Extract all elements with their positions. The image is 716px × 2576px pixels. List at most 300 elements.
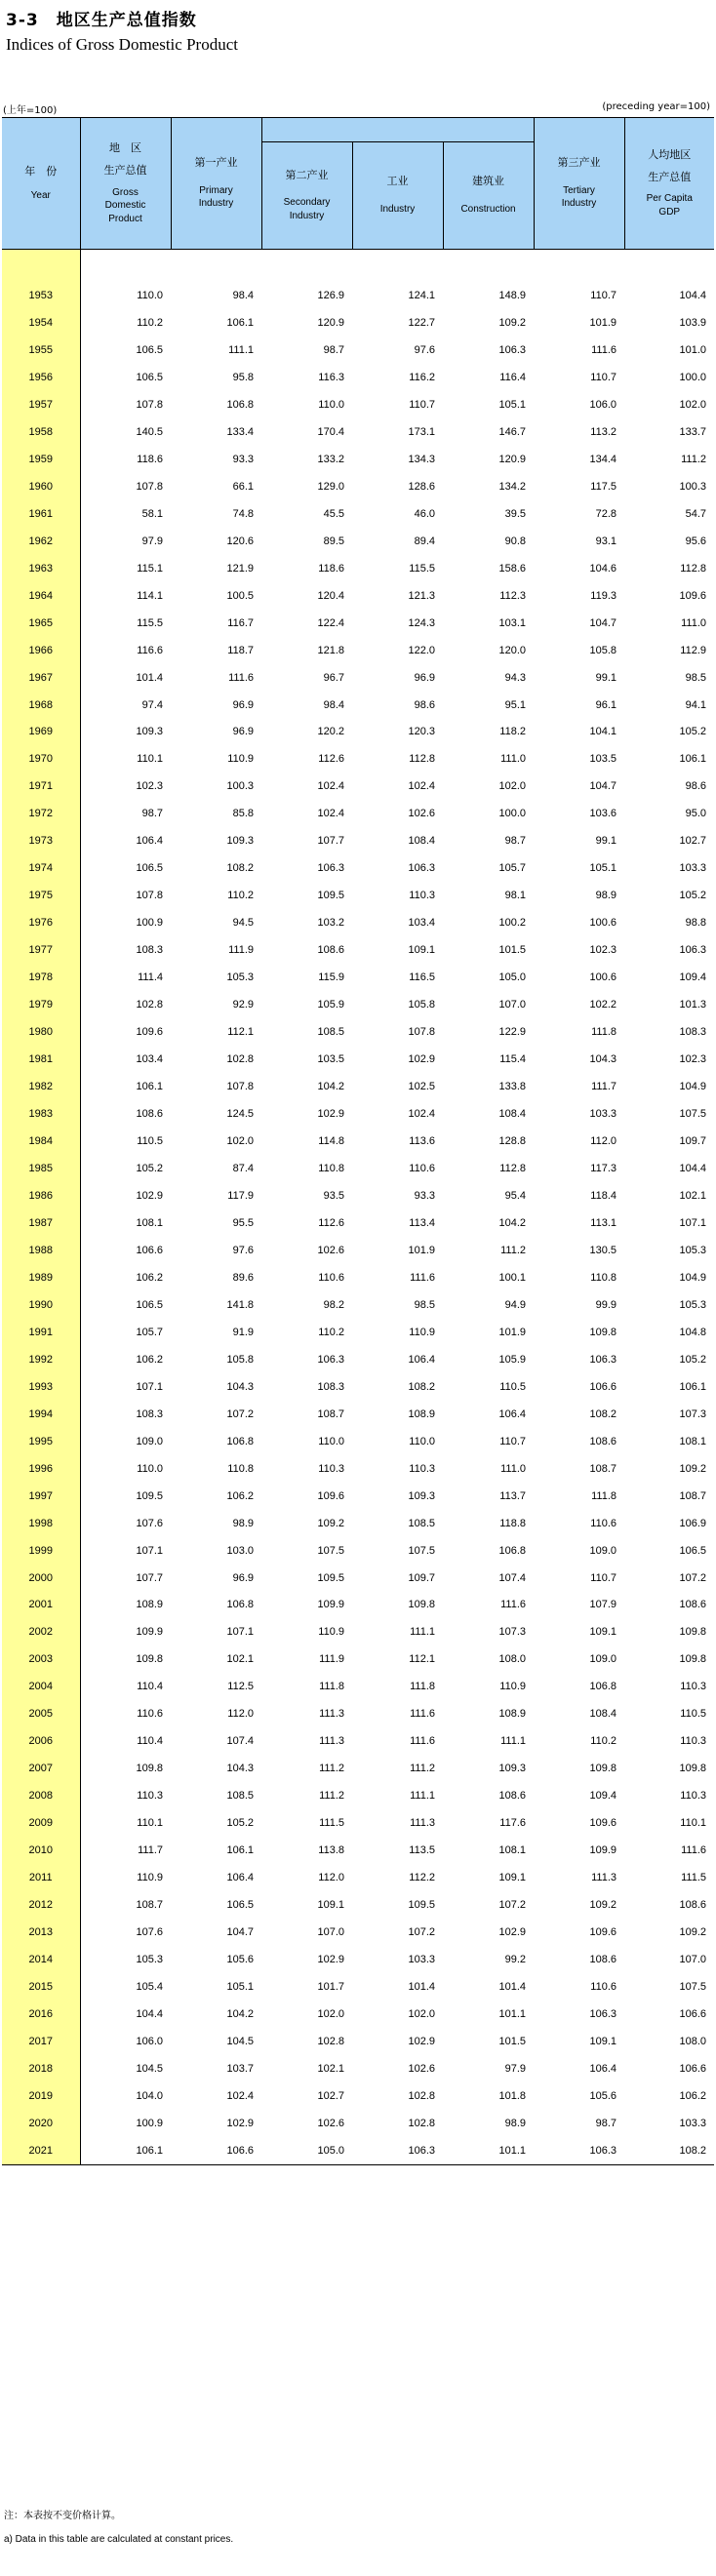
percap-cell: 102.7 [679, 835, 707, 848]
tertiary-cell: 100.6 [589, 971, 617, 984]
table-row [2, 610, 714, 637]
secondary-cell: 98.2 [323, 1298, 344, 1311]
year-cell: 2010 [2, 1837, 80, 1864]
percap-cell: 110.3 [680, 1735, 707, 1748]
construction-cell: 115.4 [499, 1053, 527, 1066]
year-cell: 1986 [2, 1182, 80, 1209]
percap-cell: 105.3 [679, 1298, 707, 1311]
year-cell: 2016 [2, 2001, 80, 2028]
industry-cell: 109.8 [408, 1599, 435, 1611]
industry-cell: 110.7 [409, 398, 435, 411]
secondary-cell: 110.0 [318, 398, 344, 411]
table-row [2, 909, 714, 936]
table-row [2, 418, 714, 446]
tertiary-cell: 117.5 [590, 480, 617, 493]
secondary-cell: 103.5 [317, 1053, 344, 1066]
year-cell: 1987 [2, 1209, 80, 1237]
secondary-cell: 93.5 [323, 1189, 344, 1202]
header-tertiary-cn: 第三产业 [557, 156, 601, 170]
percap-cell: 108.0 [679, 2035, 707, 2047]
table-row [2, 773, 714, 800]
secondary-cell: 108.7 [317, 1407, 344, 1420]
percap-cell: 111.5 [681, 1872, 707, 1884]
construction-cell: 109.1 [498, 1872, 527, 1884]
year-cell: 1958 [2, 418, 80, 446]
header-secondary-group [261, 118, 534, 142]
secondary-cell: 116.3 [318, 371, 344, 383]
secondary-cell: 104.2 [317, 1081, 344, 1093]
secondary-cell: 111.2 [319, 1790, 344, 1803]
table-row [2, 882, 714, 909]
tertiary-cell: 101.9 [589, 316, 617, 329]
year-cell: 1982 [2, 1073, 80, 1100]
primary-cell: 106.6 [171, 2137, 261, 2164]
percap-cell: 105.2 [679, 726, 707, 738]
construction-cell: 111.0 [500, 753, 527, 766]
construction-cell: 105.9 [498, 1353, 527, 1366]
secondary-cell: 121.8 [317, 644, 344, 656]
table-row [2, 827, 714, 854]
gdp-cell: 107.8 [136, 890, 163, 902]
percap-cell: 107.1 [679, 1216, 707, 1229]
year-cell: 1981 [2, 1046, 80, 1073]
percap-cell: 111.0 [681, 616, 707, 629]
year-cell: 2000 [2, 1565, 80, 1592]
primary-cell: 102.1 [226, 1653, 254, 1666]
table-row [2, 1809, 714, 1837]
table-row [2, 664, 714, 692]
year-cell: 1970 [2, 745, 80, 773]
table-row [2, 337, 714, 364]
tertiary-cell: 110.7 [590, 1571, 617, 1584]
gdp-cell: 106.6 [136, 1244, 163, 1256]
table-row [2, 1592, 714, 1619]
tertiary-cell: 104.1 [589, 726, 617, 738]
industry-cell: 106.3 [352, 2137, 443, 2164]
header-primary-cn: 第一产业 [194, 156, 238, 170]
industry-cell: 102.6 [408, 808, 435, 820]
percap-cell: 109.6 [679, 589, 707, 602]
footnote-en: a) Data in this table are calculated at constant prices. [4, 2534, 234, 2545]
secondary-cell: 112.6 [318, 753, 344, 766]
table-row [2, 1346, 714, 1373]
construction-cell: 101.5 [498, 2035, 527, 2047]
industry-cell: 102.5 [408, 1081, 435, 1093]
percap-cell: 109.2 [679, 1462, 707, 1475]
table-row [2, 2028, 714, 2055]
percap-cell: 107.2 [679, 1571, 707, 1584]
secondary-cell: 109.5 [317, 890, 344, 902]
construction-cell: 133.8 [498, 1081, 527, 1093]
gdp-cell: 100.9 [136, 2117, 163, 2129]
primary-cell: 106.1 [226, 316, 254, 329]
primary-cell: 120.6 [226, 535, 254, 547]
tertiary-cell: 72.8 [595, 507, 617, 520]
industry-cell: 106.4 [408, 1353, 435, 1366]
construction-cell: 105.1 [498, 398, 527, 411]
tertiary-cell: 107.9 [589, 1599, 617, 1611]
industry-cell: 102.6 [408, 2062, 435, 2075]
gdp-cell: 107.8 [136, 398, 163, 411]
gdp-cell: 118.6 [137, 453, 163, 465]
industry-cell: 113.6 [409, 1135, 435, 1148]
percap-cell: 94.1 [685, 698, 707, 711]
secondary-cell: 107.5 [317, 1544, 344, 1557]
industry-cell: 113.5 [409, 1844, 435, 1857]
gdp-cell: 108.6 [136, 1108, 163, 1121]
year-cell: 1965 [2, 610, 80, 637]
tertiary-cell: 109.1 [589, 2035, 617, 2047]
construction-cell: 108.0 [498, 1653, 527, 1666]
year-cell: 1961 [2, 500, 80, 528]
construction-cell: 99.2 [504, 1954, 527, 1966]
header-construction [443, 142, 534, 250]
tertiary-cell: 111.3 [591, 1872, 617, 1884]
percap-cell: 106.9 [679, 1517, 707, 1529]
gdp-cell: 110.4 [137, 1681, 163, 1693]
industry-cell: 108.9 [408, 1407, 435, 1420]
construction-cell: 148.9 [498, 289, 527, 301]
percap-cell: 107.3 [679, 1407, 707, 1420]
tertiary-cell: 103.6 [589, 808, 617, 820]
gdp-cell: 110.0 [137, 1462, 163, 1475]
percap-cell: 106.1 [679, 1380, 707, 1393]
primary-cell: 66.1 [232, 480, 254, 493]
gdp-cell: 110.6 [137, 1708, 163, 1721]
construction-cell: 108.4 [498, 1108, 527, 1121]
percap-cell: 110.1 [680, 1817, 707, 1830]
table-row [2, 1700, 714, 1727]
primary-cell: 107.8 [226, 1081, 254, 1093]
primary-cell: 105.6 [226, 1954, 254, 1966]
table-body [2, 250, 714, 2165]
tertiary-cell: 99.1 [595, 835, 617, 848]
header-year [2, 118, 80, 250]
primary-cell: 111.6 [228, 671, 254, 684]
table-row [2, 2001, 714, 2028]
tertiary-cell: 105.8 [589, 644, 617, 656]
percap-cell: 103.3 [679, 862, 707, 875]
industry-cell: 124.3 [408, 616, 435, 629]
secondary-cell: 170.4 [317, 425, 344, 438]
table-row [2, 500, 714, 528]
table-row [2, 1645, 714, 1673]
year-cell: 2019 [2, 2082, 80, 2110]
primary-cell: 107.4 [226, 1735, 254, 1748]
industry-cell: 108.5 [408, 1517, 435, 1529]
year-cell: 1988 [2, 1237, 80, 1264]
table-row [2, 745, 714, 773]
table-row [2, 1291, 714, 1319]
secondary-cell: 101.7 [317, 1981, 344, 1994]
year-cell: 1973 [2, 827, 80, 854]
year-cell: 2005 [2, 1700, 80, 1727]
primary-cell: 112.5 [227, 1681, 254, 1693]
secondary-cell: 105.0 [261, 2137, 352, 2164]
secondary-cell: 102.1 [317, 2062, 344, 2075]
construction-cell: 104.2 [498, 1216, 527, 1229]
industry-cell: 111.2 [410, 1763, 435, 1775]
construction-cell: 101.9 [498, 1326, 527, 1338]
year-cell: 1994 [2, 1401, 80, 1428]
construction-cell: 95.4 [504, 1189, 527, 1202]
industry-cell: 111.1 [410, 1626, 435, 1639]
primary-cell: 117.9 [227, 1189, 254, 1202]
gdp-cell: 106.5 [136, 371, 163, 383]
tertiary-cell: 109.6 [589, 1926, 617, 1939]
tertiary-cell: 102.2 [589, 999, 617, 1011]
construction-cell: 118.8 [499, 1517, 527, 1529]
table-row [2, 2055, 714, 2082]
year-cell: 1997 [2, 1483, 80, 1510]
industry-cell: 105.8 [408, 999, 435, 1011]
tertiary-cell: 108.6 [589, 1954, 617, 1966]
industry-cell: 98.6 [414, 698, 435, 711]
primary-cell: 105.3 [226, 971, 254, 984]
gdp-cell: 97.9 [141, 535, 163, 547]
construction-cell: 101.8 [498, 2089, 527, 2102]
industry-cell: 103.4 [408, 917, 435, 930]
gdp-cell: 115.5 [137, 616, 163, 629]
secondary-cell: 109.9 [317, 1599, 344, 1611]
industry-cell: 101.4 [408, 1981, 435, 1994]
industry-cell: 109.1 [408, 944, 435, 957]
table-row [2, 1755, 714, 1782]
tertiary-cell: 108.6 [589, 1435, 617, 1447]
construction-cell: 117.6 [499, 1817, 527, 1830]
table-row [2, 282, 714, 309]
percap-cell: 111.2 [681, 453, 707, 465]
industry-cell: 122.0 [408, 644, 435, 656]
construction-cell: 108.9 [498, 1708, 527, 1721]
table-row [2, 1565, 714, 1592]
tertiary-cell: 111.8 [591, 1026, 617, 1039]
secondary-cell: 107.7 [317, 835, 344, 848]
table-row [2, 364, 714, 391]
year-cell: 1966 [2, 637, 80, 664]
table-row [2, 1891, 714, 1919]
percap-cell: 101.0 [679, 343, 707, 356]
tertiary-cell: 109.9 [589, 1844, 617, 1857]
table-row [2, 2082, 714, 2110]
table-row [2, 1782, 714, 1809]
primary-cell: 107.2 [226, 1407, 254, 1420]
gdp-cell: 108.3 [136, 1407, 163, 1420]
tertiary-cell: 110.7 [590, 289, 617, 301]
tertiary-cell: 106.3 [534, 2137, 624, 2164]
tertiary-cell: 109.0 [589, 1653, 617, 1666]
year-cell: 1998 [2, 1510, 80, 1537]
secondary-cell: 109.1 [317, 1899, 344, 1912]
year-cell: 1977 [2, 936, 80, 964]
year-cell: 2002 [2, 1618, 80, 1645]
industry-cell: 134.3 [408, 453, 435, 465]
tertiary-cell: 117.3 [590, 1162, 617, 1174]
primary-cell: 110.2 [227, 890, 254, 902]
percap-cell: 102.3 [679, 1053, 707, 1066]
industry-cell: 107.8 [408, 1026, 435, 1039]
year-cell: 1990 [2, 1291, 80, 1319]
construction-cell: 100.2 [498, 917, 527, 930]
header-industry-cn: 工业 [386, 175, 409, 188]
table-row [2, 1973, 714, 2001]
year-cell: 1954 [2, 309, 80, 337]
primary-cell: 102.4 [226, 2089, 254, 2102]
construction-cell: 101.4 [498, 1981, 527, 1994]
primary-cell: 102.0 [226, 1135, 254, 1148]
header-industry [352, 142, 443, 250]
tertiary-cell: 109.8 [589, 1763, 617, 1775]
tertiary-cell: 108.2 [589, 1407, 617, 1420]
percap-cell: 100.3 [679, 480, 707, 493]
tertiary-cell: 119.3 [590, 589, 617, 602]
gdp-cell: 109.0 [136, 1435, 163, 1447]
gdp-cell: 110.4 [137, 1735, 163, 1748]
secondary-cell: 110.8 [318, 1162, 344, 1174]
percap-cell: 108.7 [679, 1489, 707, 1502]
construction-cell: 110.7 [499, 1435, 527, 1447]
percap-cell: 112.9 [680, 644, 707, 656]
percap-cell: 108.2 [624, 2137, 714, 2164]
header-secondary-en: Secondary Industry [283, 197, 331, 221]
year-cell: 1980 [2, 1018, 80, 1046]
construction-cell: 111.2 [500, 1244, 527, 1256]
percap-cell: 106.5 [679, 1544, 707, 1557]
primary-cell: 133.4 [226, 425, 254, 438]
percap-cell: 104.4 [679, 1162, 707, 1174]
year-cell: 1985 [2, 1155, 80, 1182]
percap-cell: 102.1 [679, 1189, 707, 1202]
header-construction-en: Construction [460, 204, 516, 216]
industry-cell: 102.9 [408, 2035, 435, 2047]
construction-cell: 107.3 [498, 1626, 527, 1639]
construction-cell: 100.1 [498, 1271, 527, 1284]
construction-cell: 90.8 [504, 535, 527, 547]
secondary-cell: 110.3 [318, 1462, 344, 1475]
construction-cell: 122.9 [498, 1026, 527, 1039]
secondary-cell: 102.6 [317, 1244, 344, 1256]
construction-cell: 111.1 [500, 1735, 527, 1748]
gdp-cell: 105.2 [136, 1162, 163, 1174]
construction-cell: 107.0 [498, 999, 527, 1011]
tertiary-cell: 109.0 [589, 1544, 617, 1557]
year-cell: 1968 [2, 692, 80, 719]
primary-cell: 110.8 [227, 1462, 254, 1475]
secondary-cell: 133.2 [317, 453, 344, 465]
gdp-cell: 109.6 [136, 1026, 163, 1039]
percap-cell: 105.2 [679, 1353, 707, 1366]
table-row [2, 582, 714, 610]
year-cell: 1953 [2, 282, 80, 309]
percap-cell: 111.6 [681, 1844, 707, 1857]
primary-cell: 112.1 [227, 1026, 254, 1039]
year-cell: 2015 [2, 1973, 80, 2001]
primary-cell: 89.6 [232, 1271, 254, 1284]
primary-cell: 112.0 [227, 1708, 254, 1721]
year-cell: 1979 [2, 991, 80, 1018]
primary-cell: 87.4 [232, 1162, 254, 1174]
gdp-cell: 110.9 [137, 1872, 163, 1884]
gdp-cell: 110.1 [137, 1817, 163, 1830]
primary-cell: 93.3 [232, 453, 254, 465]
industry-cell: 46.0 [414, 507, 435, 520]
secondary-cell: 113.8 [318, 1844, 344, 1857]
tertiary-cell: 98.9 [595, 890, 617, 902]
tertiary-cell: 102.3 [589, 944, 617, 957]
construction-cell: 39.5 [504, 507, 527, 520]
tertiary-cell: 108.4 [589, 1708, 617, 1721]
percap-cell: 108.1 [679, 1435, 707, 1447]
primary-cell: 92.9 [232, 999, 254, 1011]
construction-cell: 113.7 [499, 1489, 527, 1502]
table-row [2, 1128, 714, 1155]
percap-cell: 98.6 [685, 780, 707, 793]
construction-cell: 95.1 [504, 698, 527, 711]
primary-cell: 96.9 [232, 726, 254, 738]
industry-cell: 124.1 [408, 289, 435, 301]
percap-cell: 109.8 [679, 1653, 707, 1666]
table-row [2, 1155, 714, 1182]
gdp-cell: 106.2 [136, 1353, 163, 1366]
percap-cell: 110.5 [680, 1708, 707, 1721]
tertiary-cell: 130.5 [589, 1244, 617, 1256]
year-cell: 1967 [2, 664, 80, 692]
tertiary-cell: 98.7 [595, 2117, 617, 2129]
header-construction-cn: 建筑业 [472, 175, 504, 188]
construction-cell: 134.2 [498, 480, 527, 493]
gdp-cell: 109.8 [136, 1653, 163, 1666]
year-cell-spacer [2, 250, 80, 283]
percap-cell: 109.7 [679, 1135, 707, 1148]
industry-cell: 112.2 [409, 1872, 435, 1884]
table-row [2, 1046, 714, 1073]
secondary-cell: 96.7 [323, 671, 344, 684]
secondary-cell: 102.7 [317, 2089, 344, 2102]
primary-cell: 118.7 [227, 644, 254, 656]
industry-cell: 102.4 [408, 780, 435, 793]
tertiary-cell: 109.6 [589, 1817, 617, 1830]
construction-cell: 101.1 [443, 2137, 534, 2164]
table-row [2, 2110, 714, 2137]
header-primary [171, 118, 261, 250]
year-cell: 1984 [2, 1128, 80, 1155]
year-cell: 1956 [2, 364, 80, 391]
gdp-cell: 106.2 [136, 1271, 163, 1284]
header-gdp-cn-2: 生产总值 [103, 163, 147, 177]
primary-cell: 106.8 [226, 1435, 254, 1447]
gdp-cell: 103.4 [136, 1053, 163, 1066]
table-row [2, 1209, 714, 1237]
year-cell: 2017 [2, 2028, 80, 2055]
table-row [2, 1919, 714, 1946]
primary-cell: 106.1 [226, 1844, 254, 1857]
primary-cell: 110.9 [227, 753, 254, 766]
industry-cell: 108.4 [408, 835, 435, 848]
percap-cell: 110.3 [680, 1790, 707, 1803]
secondary-cell: 126.9 [317, 289, 344, 301]
table-row [2, 555, 714, 582]
industry-cell: 173.1 [408, 425, 435, 438]
year-cell: 2013 [2, 1919, 80, 1946]
header-percap [624, 118, 714, 250]
percap-cell: 54.7 [685, 507, 707, 520]
industry-cell: 103.3 [408, 1954, 435, 1966]
gdp-index-table [2, 117, 714, 2165]
gdp-cell: 110.0 [137, 289, 163, 301]
secondary-cell: 107.0 [317, 1926, 344, 1939]
percap-cell: 98.5 [685, 671, 707, 684]
primary-cell: 85.8 [232, 808, 254, 820]
